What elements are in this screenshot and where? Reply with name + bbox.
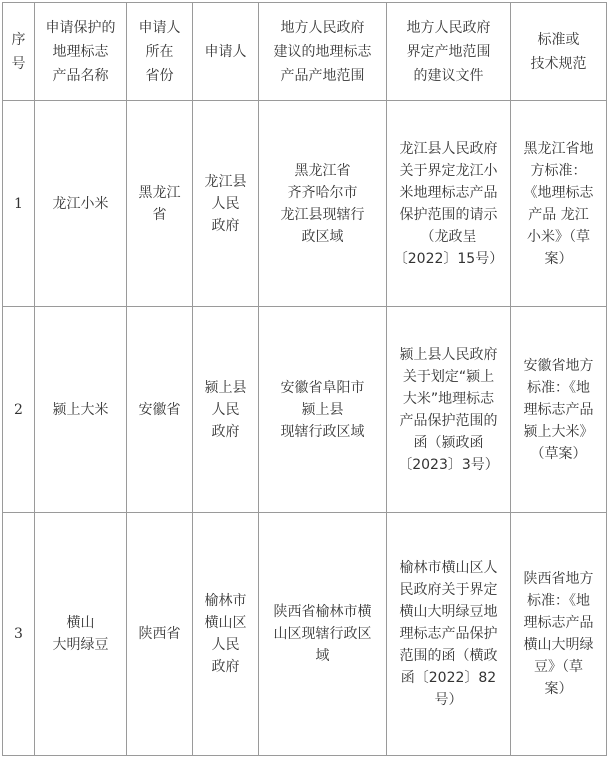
row-seq: 2 bbox=[3, 307, 35, 513]
row-seq: 1 bbox=[3, 101, 35, 307]
row-range: 安徽省阜阳市 颍上县 现辖行政区域 bbox=[259, 307, 387, 513]
header-row bbox=[3, 3, 607, 101]
row-standard: 安徽省地方 标准：《地 理标志产品 颍上大米》 （草案） bbox=[511, 307, 607, 513]
row-doc: 龙江县人民政府 关于界定龙江小 米地理标志产品 保护范围的请示 （龙政呈 〔2022〕15号） bbox=[387, 101, 511, 307]
table-row bbox=[3, 513, 607, 756]
row-seq: 3 bbox=[3, 513, 35, 756]
header-applicant: 申请人 bbox=[193, 3, 259, 101]
row-product: 龙江小米 bbox=[35, 101, 127, 307]
row-standard: 黑龙江省地 方标准： 《地理标志 产品 龙江 小米》（草 案） bbox=[511, 101, 607, 307]
header-standard: 标准或 技术规范 bbox=[511, 3, 607, 101]
row-doc: 榆林市横山区人 民政府关于界定 横山大明绿豆地 理标志产品保护 范围的函（横政 函〔2022〕82 号） bbox=[387, 513, 511, 756]
row-product: 颍上大米 bbox=[35, 307, 127, 513]
header-range: 地方人民政府 建议的地理标志 产品产地范围 bbox=[259, 3, 387, 101]
row-applicant: 龙江县 人民 政府 bbox=[193, 101, 259, 307]
row-range: 黑龙江省 齐齐哈尔市 龙江县现辖行 政区域 bbox=[259, 101, 387, 307]
row-applicant: 颍上县 人民 政府 bbox=[193, 307, 259, 513]
row-province: 陕西省 bbox=[127, 513, 193, 756]
header-doc: 地方人民政府 界定产地范围 的建议文件 bbox=[387, 3, 511, 101]
row-range: 陕西省榆林市横 山区现辖行政区 域 bbox=[259, 513, 387, 756]
row-province: 黑龙江 省 bbox=[127, 101, 193, 307]
table-row bbox=[3, 307, 607, 513]
row-standard: 陕西省地方 标准：《地 理标志产品 横山大明绿 豆》（草 案） bbox=[511, 513, 607, 756]
row-province: 安徽省 bbox=[127, 307, 193, 513]
header-seq: 序 号 bbox=[3, 3, 35, 101]
row-product: 横山 大明绿豆 bbox=[35, 513, 127, 756]
geo-indication-table bbox=[2, 2, 607, 756]
row-doc: 颍上县人民政府 关于划定“颍上 大米”地理标志 产品保护范围的 函（颍政函 〔2023〕3号） bbox=[387, 307, 511, 513]
row-applicant: 榆林市 横山区 人民 政府 bbox=[193, 513, 259, 756]
header-product: 申请保护的 地理标志 产品名称 bbox=[35, 3, 127, 101]
table-row bbox=[3, 101, 607, 307]
header-province: 申请人 所在 省份 bbox=[127, 3, 193, 101]
